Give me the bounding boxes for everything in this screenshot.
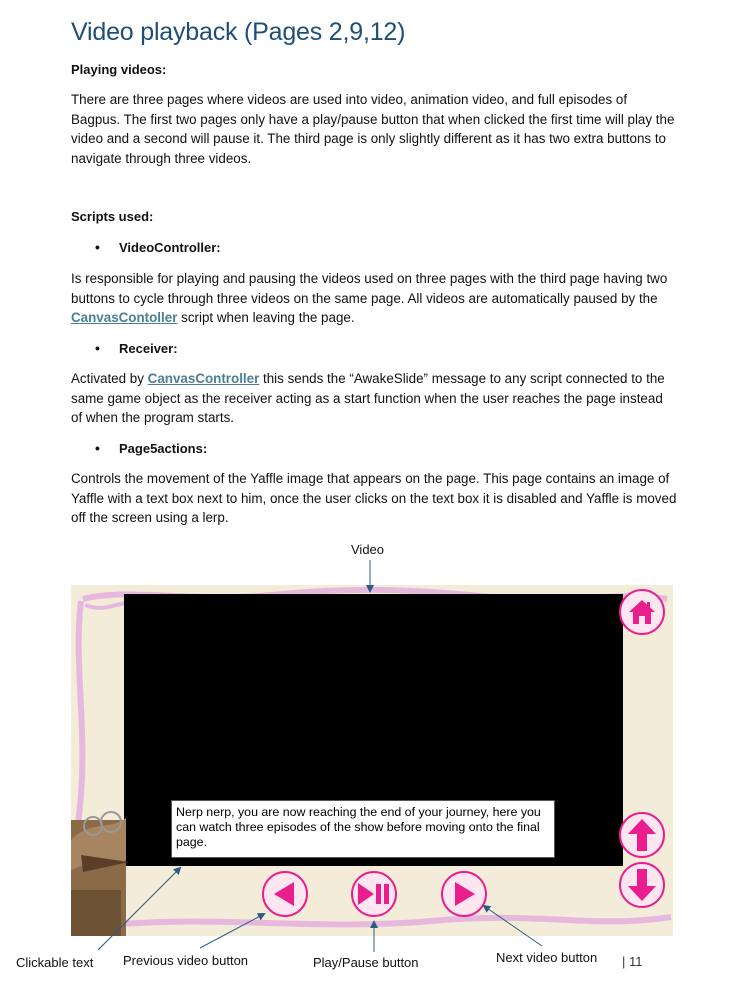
description-text: this sends the “AwakeSlide” message to any script connected to the same game object as the receiver acting as a start function when the user reaches the page instead of when the program starts. [71, 371, 665, 426]
description-text: Activated by [71, 371, 148, 386]
video-label: Video [351, 542, 385, 557]
script-name: VideoController: [119, 240, 221, 255]
page-title: Video playback (Pages 2,9,12) [71, 18, 406, 46]
play-pause-label: Play/Pause button [313, 955, 419, 970]
bullet-dot: • [95, 239, 100, 255]
canvascontoller-link[interactable]: CanvasContoller [71, 310, 178, 326]
playing-videos-text: There are three pages where videos are used into video, animation video, and full episodes of Bagpus. The first two pages only have a play/pause button that when clicked the first time will play the video and a second will pause it. The third page is only slightly different as it has two extra buttons to navigate through three videos. [71, 92, 675, 166]
script-name: Receiver: [119, 341, 178, 356]
bullet-dot: • [95, 340, 100, 356]
page-number: | 11 [622, 954, 643, 969]
playing-videos-heading: Playing videos: [71, 62, 167, 77]
description-text: script when leaving the page. [177, 310, 355, 326]
description-text: Is responsible for playing and pausing the videos used on three pages with the third page having two buttons to cycle through three videos on the same page. All videos are automatically paused by the [71, 271, 668, 306]
clickable-text-box[interactable]: Nerp nerp, you are now reaching the end of your journey, here you can watch three episodes of the show before moving onto the final page. [171, 800, 555, 858]
next-video-label: Next video button [496, 950, 598, 965]
bullet-dot: • [95, 440, 100, 456]
scripts-used-heading: Scripts used: [71, 209, 154, 224]
script-name: Page5actions: [119, 441, 208, 456]
clickable-text-label: Clickable text [16, 955, 94, 970]
previous-video-label: Previous video button [123, 953, 249, 968]
page5actions-description: Controls the movement of the Yaffle image that appears on the page. This page contains an image of Yaffle with a text box next to him, once the user clicks on the text box it is disabled and Yaffle is moved off the screen using a lerp. [71, 471, 677, 526]
canvascontroller-link[interactable]: CanvasController [147, 371, 260, 386]
